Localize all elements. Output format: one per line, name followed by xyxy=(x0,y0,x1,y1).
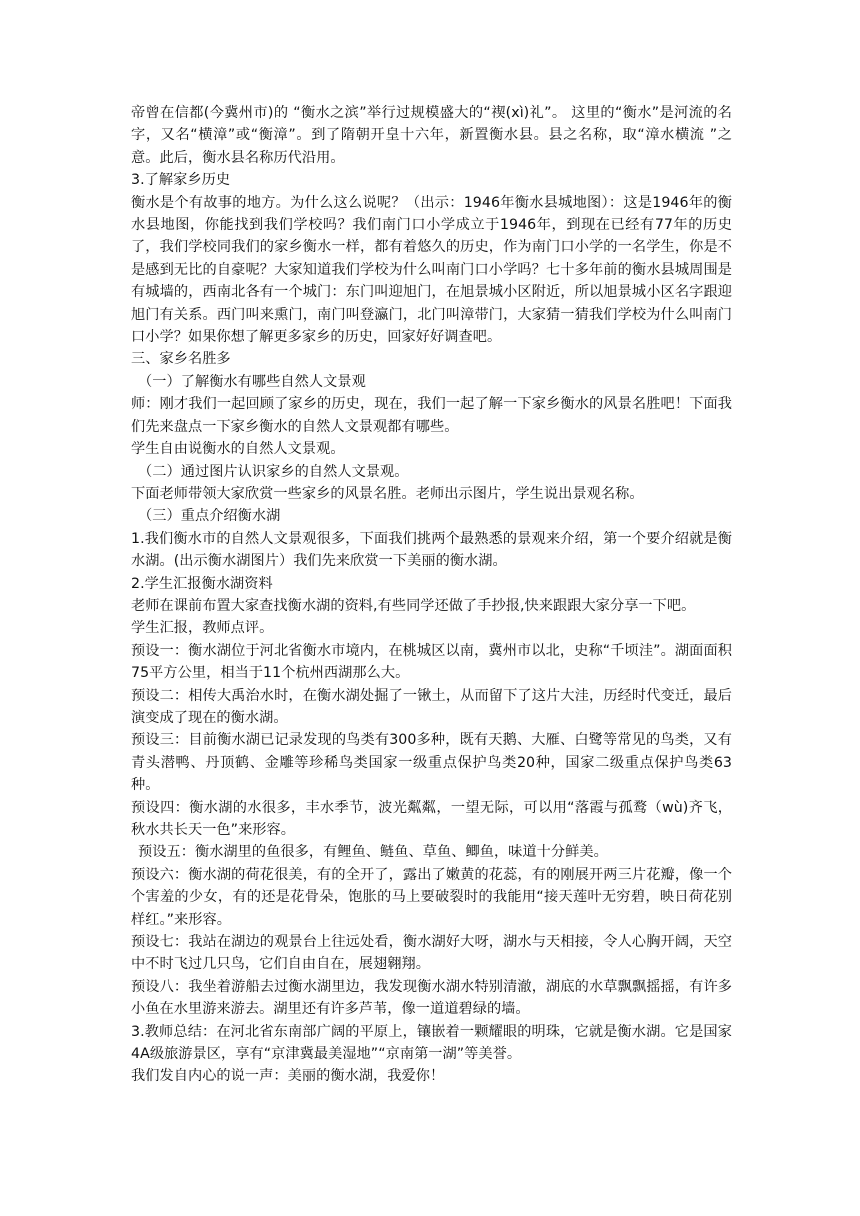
heading-student-report: 2.学生汇报衡水湖资料 xyxy=(131,575,273,592)
paragraph-teacher-summary: 3.教师总结：在河北省东南部广阔的平原上，镶嵌着一颗耀眼的明珠，它就是衡水湖。它是国家4A级旅游景区，享有“京津冀最美湿地”“京南第一湖”等美誉。 xyxy=(131,1023,732,1063)
heading-local-history: 3.了解家乡历史 xyxy=(131,172,231,189)
subheading-part-two: （二）通过图片认识家乡的自然人文景观。 xyxy=(138,463,409,480)
document-body xyxy=(131,102,732,1088)
paragraph-intro-continued: 帝曾在信都(今冀州市)的 “衡水之滨”举行过规模盛大的“禊(xì)礼”。 这里的“衡水”是河流的名字，又名“横漳”或“衡漳”。到了隋朝开皇十六年，新置衡水县。县之名称，取“漳水横流 ”之意。此后，衡水县名称历代沿用。 xyxy=(131,105,733,166)
subheading-part-one: （一）了解衡水有哪些自然人文景观 xyxy=(138,373,366,390)
paragraph-preset-six: 预设六：衡水湖的荷花很美，有的全开了，露出了嫩黄的花蕊，有的刚展开两三片花瓣，像一个个害羞的少女，有的还是花骨朵，饱胀的马上要破裂时的我能用“接天莲叶无穷碧，映日荷花别样红。”来形容。 xyxy=(131,866,732,928)
paragraph-local-history: 衡水是个有故事的地方。为什么这么说呢？（出示：1946年衡水县城地图）：这是1946年的衡水县地图，你能找到我们学校吗？我们南门口小学成立于1946年，到现在已经有77年的历史了，我们学校同我们的家乡衡水一样，都有着悠久的历史，作为南门口小学的一名学生，你是不是感到无比的自豪呢？大家知道我们学校为什么叫南门口小学吗？七十多年前的衡水县城周围是有城墙的，西南北各有一个城门：东门叫迎旭门，在旭景城小区附近，所以旭景城小区名字跟迎旭门有关系。西门叫来熏门，南门叫登瀛门，北门叫漳带门，大家猜一猜我们学校为什么叫南门口小学？如果你想了解更多家乡的历史，回家好好调查吧。 xyxy=(131,194,732,346)
paragraph-preset-seven: 预设七：我站在湖边的观景台上往远处看，衡水湖好大呀，湖水与天相接，令人心胸开阔，天空中不时飞过几只鸟，它们自由自在，展翅翱翔。 xyxy=(131,934,732,973)
paragraph-preset-eight: 预设八：我坐着游船去过衡水湖里边，我发现衡水湖水特别清澈，湖底的水草飘飘摇摇，有许多小鱼在水里游来游去。湖里还有许多芦苇，像一道道碧绿的墙。 xyxy=(131,978,732,1018)
subheading-part-three: （三）重点介绍衡水湖 xyxy=(138,508,281,525)
paragraph-introduce-lake: 1.我们衡水市的自然人文景观很多，下面我们挑两个最熟悉的景观来介绍，第一个要介绍就是衡水湖。(出示衡水湖图片）我们先来欣赏一下美丽的衡水湖。 xyxy=(131,530,732,570)
paragraph-homework-share: 老师在课前布置大家查找衡水湖的资料,有些同学还做了手抄报,快来跟跟大家分享一下吧。 xyxy=(131,597,696,614)
paragraph-closing: 我们发自内心的说一声：美丽的衡水湖，我爱你！ xyxy=(131,1068,445,1085)
paragraph-preset-one: 预设一：衡水湖位于河北省衡水市境内，在桃城区以南，冀州市以北，史称“千顷洼”。湖面面积75平方公里，相当于11个杭州西湖那么大。 xyxy=(131,642,732,682)
paragraph-teacher-intro: 师：刚才我们一起回顾了家乡的历史，现在，我们一起了解一下家乡衡水的风景名胜吧！下面我们先来盘点一下家乡衡水的自然人文景观都有哪些。 xyxy=(131,396,732,435)
paragraph-preset-five: 预设五：衡水湖里的鱼很多，有鲤鱼、鲢鱼、草鱼、鲫鱼，味道十分鲜美。 xyxy=(138,844,608,861)
paragraph-show-pictures: 下面老师带领大家欣赏一些家乡的风景名胜。老师出示图片，学生说出景观名称。 xyxy=(131,485,644,502)
paragraph-preset-two: 预设二：相传大禹治水时，在衡水湖处掘了一锹土，从而留下了这片大洼，历经时代变迁，最后演变成了现在的衡水湖。 xyxy=(131,687,732,726)
section-heading-scenic-spots: 三、家乡名胜多 xyxy=(131,351,231,368)
paragraph-report-comment: 学生汇报，教师点评。 xyxy=(131,620,274,637)
paragraph-preset-three: 预设三：目前衡水湖已记录发现的鸟类有300多种，既有天鹅、大雁、白鹭等常见的鸟类，又有青头潜鸭、丹顶鹤、金雕等珍稀鸟类国家一级重点保护鸟类20种，国家二级重点保护鸟类63种。 xyxy=(131,732,732,794)
paragraph-preset-four: 预设四：衡水湖的水很多，丰水季节，波光粼粼，一望无际，可以用“落霞与孤鹜（wù)齐飞，秋水共长天一色”来形容。 xyxy=(131,799,732,838)
paragraph-students-discuss: 学生自由说衡水的自然人文景观。 xyxy=(131,441,345,458)
